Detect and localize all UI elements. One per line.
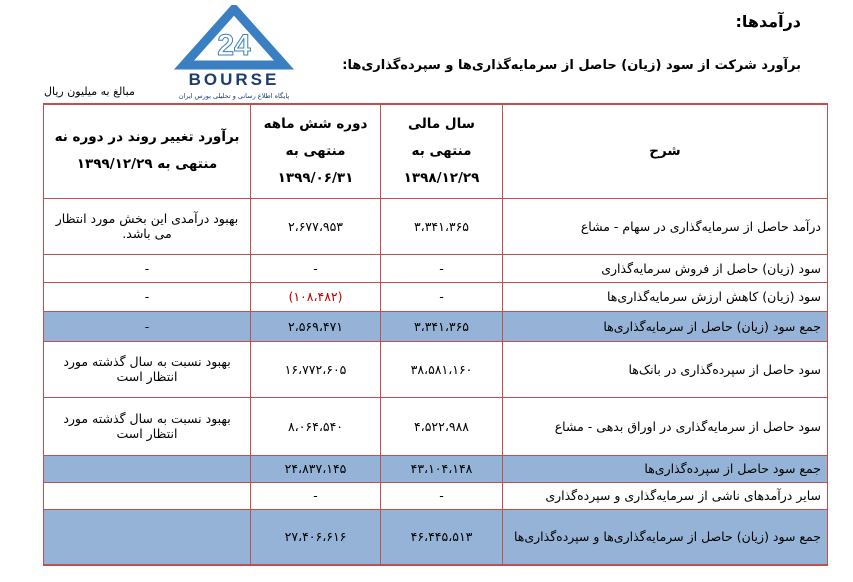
row-forecast-note: - xyxy=(44,254,251,282)
row-forecast-note: بهبود نسبت به سال گذشته مورد انتظار است xyxy=(44,341,251,397)
table-row-grand-total xyxy=(44,509,828,565)
header-six-month: دوره شش ماهه منتهی به ۱۳۹۹/۰۶/۳۱ xyxy=(251,104,381,198)
row-forecast-note: - xyxy=(44,282,251,311)
row-six-month-value: ۲۷،۴۰۶،۶۱۶ xyxy=(251,509,381,565)
row-description: سود (زیان) کاهش ارزش سرمایه‌گذاری‌ها xyxy=(503,282,828,311)
row-description: سایر درآمدهای ناشی از سرمایه‌گذاری و سپرده‌گذاری xyxy=(503,482,828,509)
row-description: جمع سود (زیان) حاصل از سرمایه‌گذاری‌ها و سپرده‌گذاری‌ها xyxy=(503,509,828,565)
row-description: درآمد حاصل از سرمایه‌گذاری در سهام - مشاع xyxy=(503,198,828,254)
row-six-month-value: (۱۰۸،۴۸۲) xyxy=(251,282,381,311)
table-row xyxy=(44,397,828,455)
page-heading: درآمدها: xyxy=(735,12,801,31)
row-forecast-note xyxy=(44,455,251,482)
income-table xyxy=(43,103,828,566)
row-description: جمع سود حاصل از سپرده‌گذاری‌ها xyxy=(503,455,828,482)
row-fiscal-year-value: ۳،۳۴۱،۳۶۵ xyxy=(381,198,503,254)
table-row xyxy=(44,341,828,397)
table-row-total xyxy=(44,455,828,482)
table-row-total xyxy=(44,311,828,341)
row-fiscal-year-value: ۴۳،۱۰۴،۱۴۸ xyxy=(381,455,503,482)
svg-text:24: 24 xyxy=(217,29,251,62)
row-description: سود حاصل از سپرده‌گذاری در بانک‌ها xyxy=(503,341,828,397)
row-six-month-value: ۲،۵۶۹،۴۷۱ xyxy=(251,311,381,341)
table-row xyxy=(44,282,828,311)
row-fiscal-year-value: ۳،۳۴۱،۳۶۵ xyxy=(381,311,503,341)
row-fiscal-year-value: - xyxy=(381,482,503,509)
row-forecast-note xyxy=(44,509,251,565)
row-six-month-value: - xyxy=(251,254,381,282)
row-six-month-value: ۲،۶۷۷،۹۵۳ xyxy=(251,198,381,254)
row-fiscal-year-value: - xyxy=(381,254,503,282)
header-fiscal-year: سال مالی منتهی به ۱۳۹۸/۱۲/۲۹ xyxy=(381,104,503,198)
row-forecast-note xyxy=(44,482,251,509)
bourse-logo xyxy=(160,5,308,101)
logo-24-mark xyxy=(184,9,284,65)
row-six-month-value: ۸،۰۶۴،۵۴۰ xyxy=(251,397,381,455)
row-forecast-note: بهبود نسبت به سال گذشته مورد انتظار است xyxy=(44,397,251,455)
row-fiscal-year-value: ۴،۵۲۲،۹۸۸ xyxy=(381,397,503,455)
table-row xyxy=(44,482,828,509)
row-six-month-value: ۱۶،۷۷۲،۶۰۵ xyxy=(251,341,381,397)
row-forecast-note: بهبود درآمدی این بخش مورد انتظار می باشد. xyxy=(44,198,251,254)
table-row xyxy=(44,198,828,254)
row-fiscal-year-value: ۳۸،۵۸۱،۱۶۰ xyxy=(381,341,503,397)
row-description: سود (زیان) حاصل از فروش سرمایه‌گذاری xyxy=(503,254,828,282)
header-description: شرح xyxy=(503,104,828,198)
row-fiscal-year-value: - xyxy=(381,282,503,311)
unit-note: مبالغ به میلیون ریال xyxy=(44,85,135,98)
row-six-month-value: ۲۴،۸۳۷،۱۴۵ xyxy=(251,455,381,482)
row-forecast-note: - xyxy=(44,311,251,341)
logo-tagline: پایگاه اطلاع رسانی و تحلیلی بورس ایران xyxy=(178,92,290,100)
row-description: جمع سود (زیان) حاصل از سرمایه‌گذاری‌ها xyxy=(503,311,828,341)
table-row xyxy=(44,254,828,282)
section-subheading: برآورد شرکت از سود (زیان) حاصل از سرمایه‌گذاری‌ها و سپرده‌گذاری‌ها: xyxy=(342,58,801,73)
table-header-row xyxy=(44,104,828,198)
header-forecast: برآورد تغییر روند در دوره نه منتهی به ۱۳۹۹/۱۲/۲۹ xyxy=(44,104,251,198)
logo-name: BOURSE xyxy=(188,70,280,89)
row-description: سود حاصل از سرمایه‌گذاری در اوراق بدهی - مشاع xyxy=(503,397,828,455)
row-six-month-value: - xyxy=(251,482,381,509)
row-fiscal-year-value: ۴۶،۴۴۵،۵۱۳ xyxy=(381,509,503,565)
